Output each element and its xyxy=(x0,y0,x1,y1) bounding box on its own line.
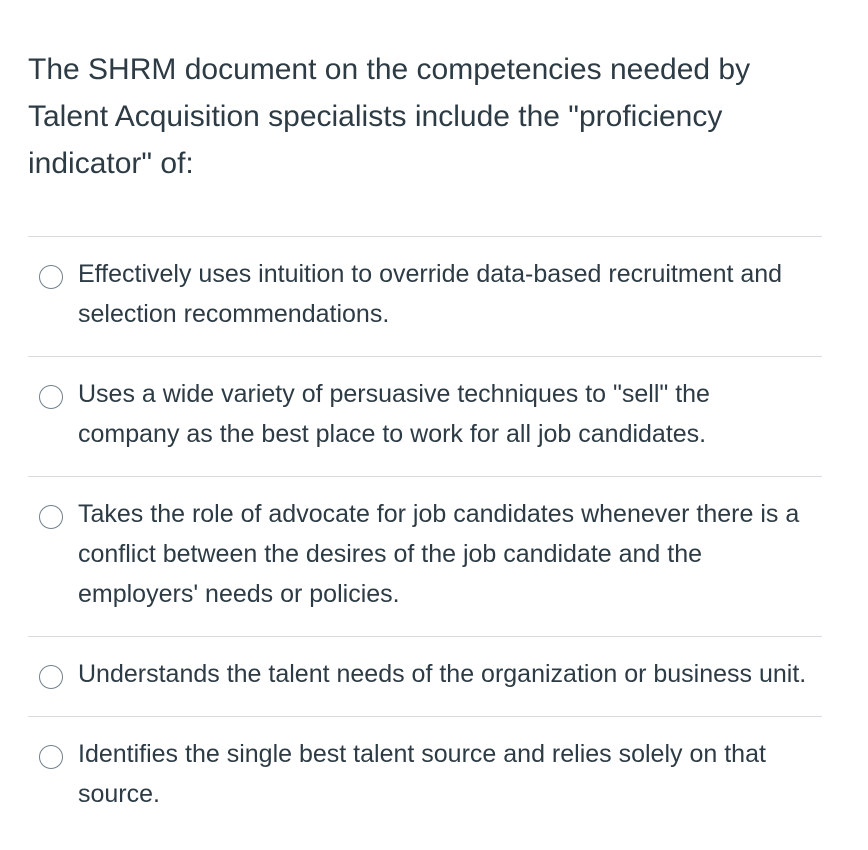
answer-option-1[interactable] xyxy=(28,237,822,356)
answer-option-3[interactable] xyxy=(28,477,822,636)
answer-option-2[interactable] xyxy=(28,357,822,476)
answer-list xyxy=(28,236,822,824)
answer-option-5[interactable] xyxy=(28,717,822,824)
question-text: The SHRM document on the competencies needed by Talent Acquisition specialists include the "proficiency indicator" of: xyxy=(28,53,751,180)
radio-button-icon[interactable] xyxy=(39,505,63,529)
answer-option-4[interactable] xyxy=(28,637,822,716)
answer-label: Identifies the single best talent source and relies solely on that source. xyxy=(78,740,766,808)
radio-button-icon[interactable] xyxy=(39,745,63,769)
radio-button-icon[interactable] xyxy=(39,665,63,689)
answer-label: Uses a wide variety of persuasive techniques to "sell" the company as the best place to work for all job candidates. xyxy=(78,380,710,448)
radio-button-icon[interactable] xyxy=(39,385,63,409)
radio-button-icon[interactable] xyxy=(39,265,63,289)
answer-label: Takes the role of advocate for job candidates whenever there is a conflict between the desires of the job candidate and the employers' needs or policies. xyxy=(78,500,800,608)
answer-label: Understands the talent needs of the organization or business unit. xyxy=(78,660,807,688)
answer-label: Effectively uses intuition to override data-based recruitment and selection recommendations. xyxy=(78,260,783,328)
